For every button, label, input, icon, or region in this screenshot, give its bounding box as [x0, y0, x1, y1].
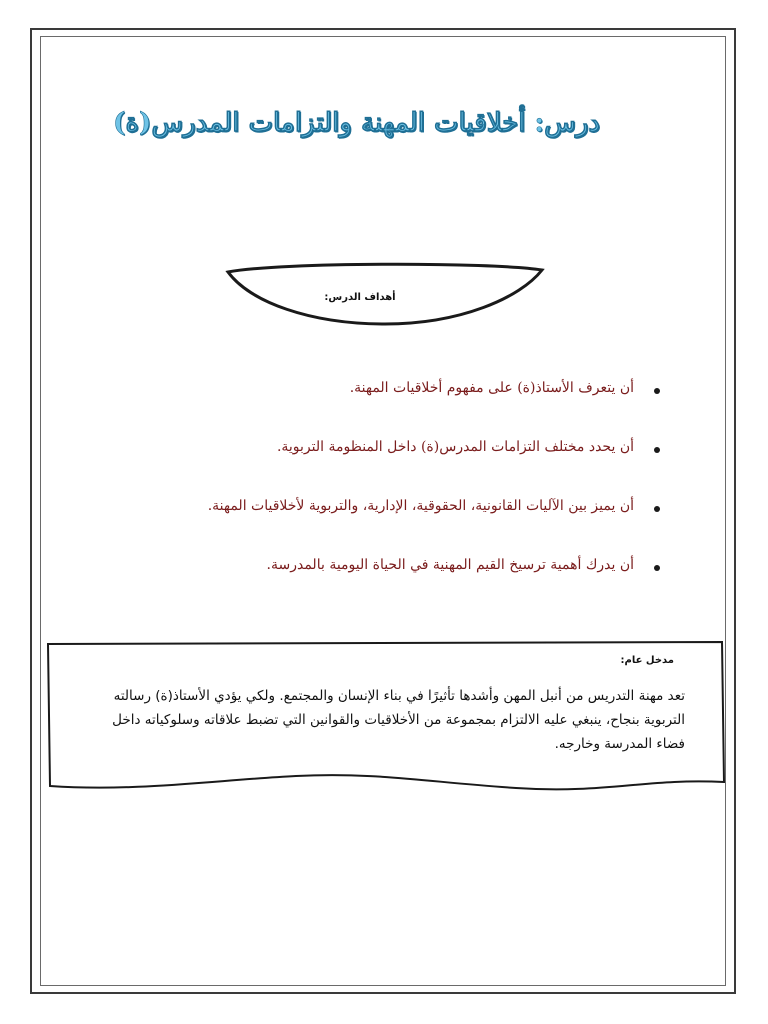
page-title: درس: أخلاقيات المهنة والتزامات المدرس(ة) — [113, 108, 600, 138]
objectives-heading: أهداف الدرس: — [324, 292, 396, 303]
intro-paragraph: تعد مهنة التدريس من أنبل المهن وأشدها تأثيرًا في بناء الإنسان والمجتمع. ولكي يؤدي الأستاذ(ة) رسالته التربوية بنجاح، ينبغي عليه الالتزام بمجموعة من الأخلاقيات والقوانين التي تضبط علاقاته وسلوكياته داخل فضاء المدرسة وخارجه. — [112, 688, 685, 752]
list-item — [200, 557, 660, 616]
objectives-list — [200, 380, 660, 616]
objective-text: أن يميز بين الآليات القانونية، الحقوقية، الإدارية، والتربوية لأخلاقيات المهنة. — [207, 498, 634, 514]
list-item — [200, 380, 660, 439]
objective-text: أن يدرك أهمية ترسيخ القيم المهنية في الحياة اليومية بالمدرسة. — [266, 557, 634, 573]
list-item — [200, 498, 660, 557]
list-item — [200, 439, 660, 498]
bullet-icon — [654, 447, 660, 453]
objective-text: أن يحدد مختلف التزامات المدرس(ة) داخل المنظومة التربوية. — [276, 439, 634, 455]
objective-text: أن يتعرف الأستاذ(ة) على مفهوم أخلاقيات المهنة. — [349, 380, 634, 396]
intro-heading: مدخل عام: — [620, 655, 674, 666]
bullet-icon — [654, 565, 660, 571]
bullet-icon — [654, 388, 660, 394]
bullet-icon — [654, 506, 660, 512]
